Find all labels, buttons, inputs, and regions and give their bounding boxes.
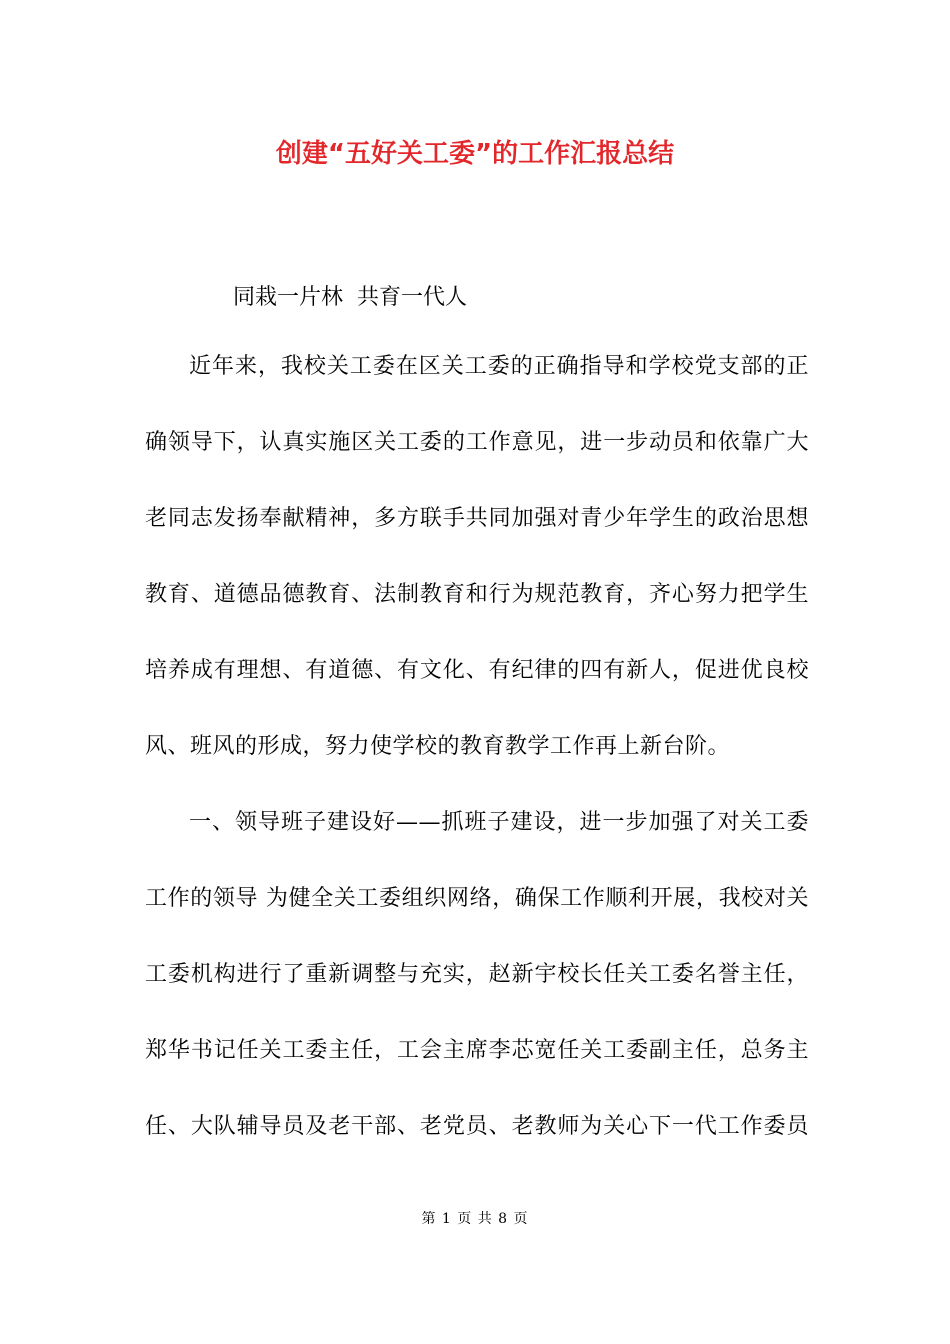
paragraph-line: 确领导下，认真实施区关工委的工作意见，进一步动员和依靠广大	[145, 430, 809, 455]
paragraph-line: 风、班风的形成，努力使学校的教育教学工作再上新台阶。	[145, 734, 731, 759]
paragraph-line: 培养成有理想、有道德、有文化、有纪律的四有新人，促进优良校	[145, 658, 809, 683]
paragraph-line: 老同志发扬奉献精神，多方联手共同加强对青少年学生的政治思想	[145, 506, 809, 531]
paragraph-line: 教育、道德品德教育、法制教育和行为规范教育，齐心努力把学生	[145, 582, 809, 607]
document-title: 创建“五好关工委”的工作汇报总结	[275, 139, 675, 169]
paragraph-line: 任、大队辅导员及老干部、老党员、老教师为关心下一代工作委员	[145, 1114, 809, 1139]
paragraph-line: 一、领导班子建设好——抓班子建设，进一步加强了对关工委	[189, 810, 809, 835]
paragraph-line: 近年来，我校关工委在区关工委的正确指导和学校党支部的正	[189, 354, 809, 379]
paragraph-line: 工作的领导 为健全关工委组织网络，确保工作顺利开展，我校对关	[145, 886, 809, 911]
document-body	[145, 347, 809, 1183]
page-number: 第 1 页 共 8 页	[421, 1211, 529, 1227]
paragraph-line: 郑华书记任关工委主任，工会主席李芯宽任关工委副主任，总务主	[145, 1038, 809, 1063]
paragraph-line: 工委机构进行了重新调整与充实，赵新宇校长任关工委名誉主任，	[145, 962, 809, 987]
document-subtitle: 同栽一片林 共育一代人	[233, 285, 467, 310]
